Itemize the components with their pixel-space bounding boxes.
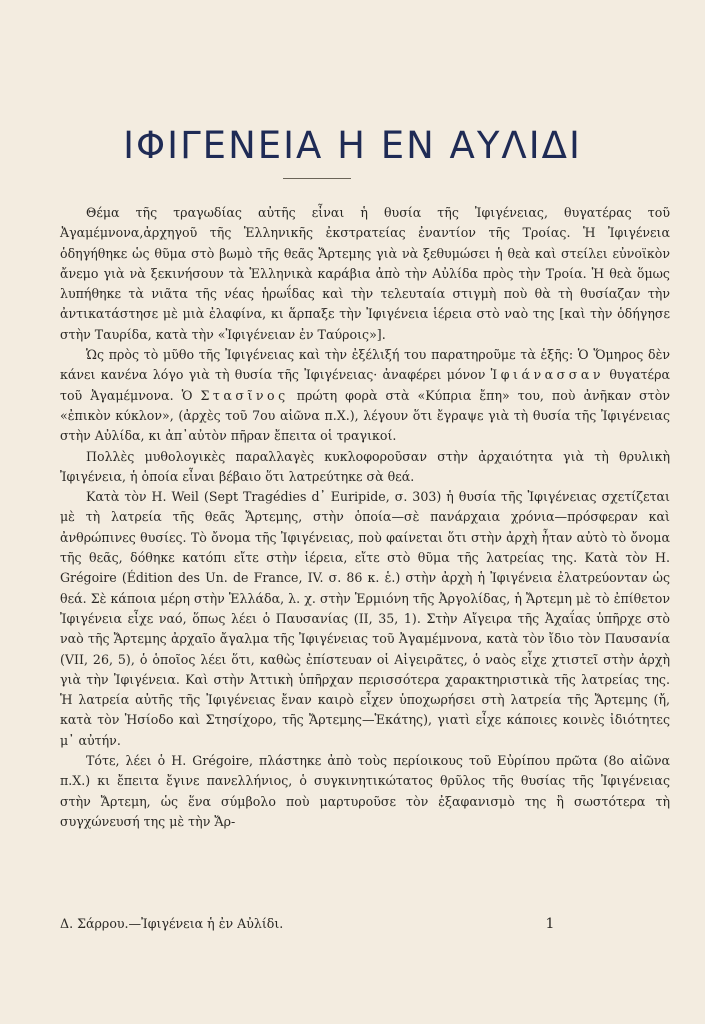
page-number: 1 xyxy=(545,916,555,932)
paragraph xyxy=(60,345,670,446)
paragraph-text: πρώτη φορὰ στὰ «Κύπρια ἔπη» του, ποὺ ἀνῆκαν στὸν «ἐπικὸν κύκλον», (ἀρχὲς τοῦ 7ου αἰῶνα π.Χ.), λέγουν ὅτι ἔγραψε γιὰ τὴ θυσία τῆς Ἰφιγένειας στὴν Αὐλίδα, κι ἀπ᾽αὐτὸν πῆραν ἔπειτα οἱ τραγικοί. xyxy=(60,387,670,444)
paragraph-text: Ὡς πρὸς τὸ μῦθο τῆς Ἰφιγένειας καὶ τὴν ἐξέλιξή του παρατηροῦμε τὰ ἑξῆς: Ὁ Ὅμηρος δὲν κάνει κανένα λόγο γιὰ τὴ θυσία τῆς Ἰφιγένειας· ἀναφέρει μόνον xyxy=(60,347,670,383)
paragraph: Θέμα τῆς τραγωδίας αὐτῆς εἶναι ἡ θυσία τῆς Ἰφιγένειας, θυγατέρας τοῦ Ἀγαμέμνονα,ἀρχηγοῦ τῆς Ἑλληνικῆς ἐκστρατείας ἐναντίον τῆς Τροίας. Ἡ Ἰφιγένεια ὁδηγήθηκε ὡς θῦμα στὸ βωμὸ τῆς θεᾶς Ἄρτεμης γιὰ νὰ ξεθυμώσει ἡ θεὰ καὶ στείλει εὐνοϊκὸν ἄνεμο γιὰ νὰ ξεκινήσουν τὰ Ἑλληνικὰ καράβια ἀπὸ τὴν Αὐλίδα πρὸς τὴν Τροία. Ἡ θεὰ ὅμως λυπήθηκε τὰ νιᾶτα τῆς νέας ἡρωΐδας καὶ τὴν τελευταία στιγμὴ ποὺ θὰ τὴ θυσίαζαν τὴν ἀντικατάστησε μὲ μιὰ ἐλαφίνα, κι ἅρπαξε τὴν Ἰφιγένεια ἱέρεια στὸ ναὸ της [καὶ τὴν ὁδήγησε στὴν Ταυρίδα, κατὰ τὴν «Ἰφιγένειαν ἐν Ταύροις»]. xyxy=(60,205,670,342)
title-divider xyxy=(283,178,351,179)
paragraph: Κατὰ τὸν H. Weil (Sept Tragédies d᾽ Euripide, σ. 303) ἡ θυσία τῆς Ἰφιγένειας σχετίζεται μὲ τὴ λατρεία τῆς θεᾶς Ἄρτεμης, στὴν ὁποία—σὲ πανάρχαια χρόνια—πρόσφεραν καὶ ἀνθρώπινες θυσίες. Τὸ ὄνομα τῆς Ἰφιγένειας, ποὺ φαίνεται ὅτι στὴν ἀρχὴ ἦταν αὐτὸ τὸ ὄνομα τῆς θεᾶς, δόθηκε κατόπι εἴτε στὴν ἱέρεια, εἴτε στὸ θῦμα τῆς λατρείας της. Κατὰ τὸν H. Grégoire (Édition des Un. de France, IV. σ. 86 κ. ἑ.) στὴν ἀρχὴ ἡ Ἰφιγένεια ἐλατρεύονταν ὡς θεά. Σὲ κάποια μέρη στὴν Ἑλλάδα, λ. χ. στὴν Ἑρμιόνη τῆς Ἀργολίδας, ἡ Ἄρτεμη μὲ τὸ ἐπίθετον Ἰφιγένεια εἶχε ναό, ὅπως λέει ὁ Παυσανίας (II, 35, 1). Στὴν Αἴγειρα τῆς Ἀχαΐας ὑπῆρχε στὸ ναὸ τῆς Ἄρτεμης ἀρχαῖο ἄγαλμα τῆς Ἰφιγένειας τοῦ Ἀγαμέμνονα, κατὰ τὸν ἴδιο τὸν Παυσανία (VII, 26, 5), ὁ ὁποῖος λέει ὅτι, καθὼς ἐπίστευαν οἱ Αἰγειρᾶτες, ὁ ναὸς εἶχε χτιστεῖ στὴν ἀρχὴ γιὰ τὴν Ἰφιγένεια. Καὶ στὴν Ἀττικὴ ὑπῆρχαν περισσότερα χαρακτηριστικὰ τῆς λατρείας της. Ἡ λατρεία αὐτῆς τῆς Ἰφιγένειας ἔναν καιρὸ εἶχεν ὑποχωρήσει στὴ λατρεία τῆς Ἄρτεμης (ἤ, κατὰ τὸν Ἡσίοδο καὶ Στησίχορο, τῆς Ἄρτεμης—Ἑκάτης), γιατὶ εἶχε κάποιες κοινὲς ἰδιότητες μ᾽ αὐτήν. xyxy=(60,489,670,748)
paragraph: Τότε, λέει ὁ H. Grégoire, πλάστηκε ἀπὸ τοὺς περίοικους τοῦ Εὐρίπου πρῶτα (8ο αἰῶνα π.Χ.) κι ἔπειτα ἔγινε πανελλήνιος, ὁ συγκινητικώτατος θρῦλος τῆς θυσίας τῆς Ἰφιγένειας στὴν Ἄρτεμη, ὡς ἕνα σύμβολο ποὺ μαρτυροῦσε τὸν ἐξαφανισμὸ της ἢ σωστότερα τὴ συγχώνευσή της μὲ τὴν Ἄρ- xyxy=(60,753,670,829)
body-text xyxy=(60,203,670,832)
page-title: ΙΦΙΓΕΝΕΙΑ Η ΕΝ ΑΥΛΙΔΙ xyxy=(123,124,582,167)
running-footer: Δ. Σάρρου.—Ἰφιγένεια ἡ ἐν Αὐλίδι. xyxy=(60,916,284,931)
spaced-name-stasinos: Στασῖνος xyxy=(200,387,289,403)
paragraph: Πολλὲς μυθολογικὲς παραλλαγὲς κυκλοφοροῦσαν στὴν ἀρχαιότητα γιὰ τὴ θρυλικὴ Ἰφιγένεια, ἡ ὁποία εἶναι βέβαιο ὅτι λατρεύτηκε σὰ θεά. xyxy=(60,448,670,484)
spaced-name-iphianassa: Ἰφιάνασσαν xyxy=(490,367,605,383)
paragraph-text: θυγατέρα τοῦ Ἀγαμέμνονα. Ὁ xyxy=(60,367,670,403)
